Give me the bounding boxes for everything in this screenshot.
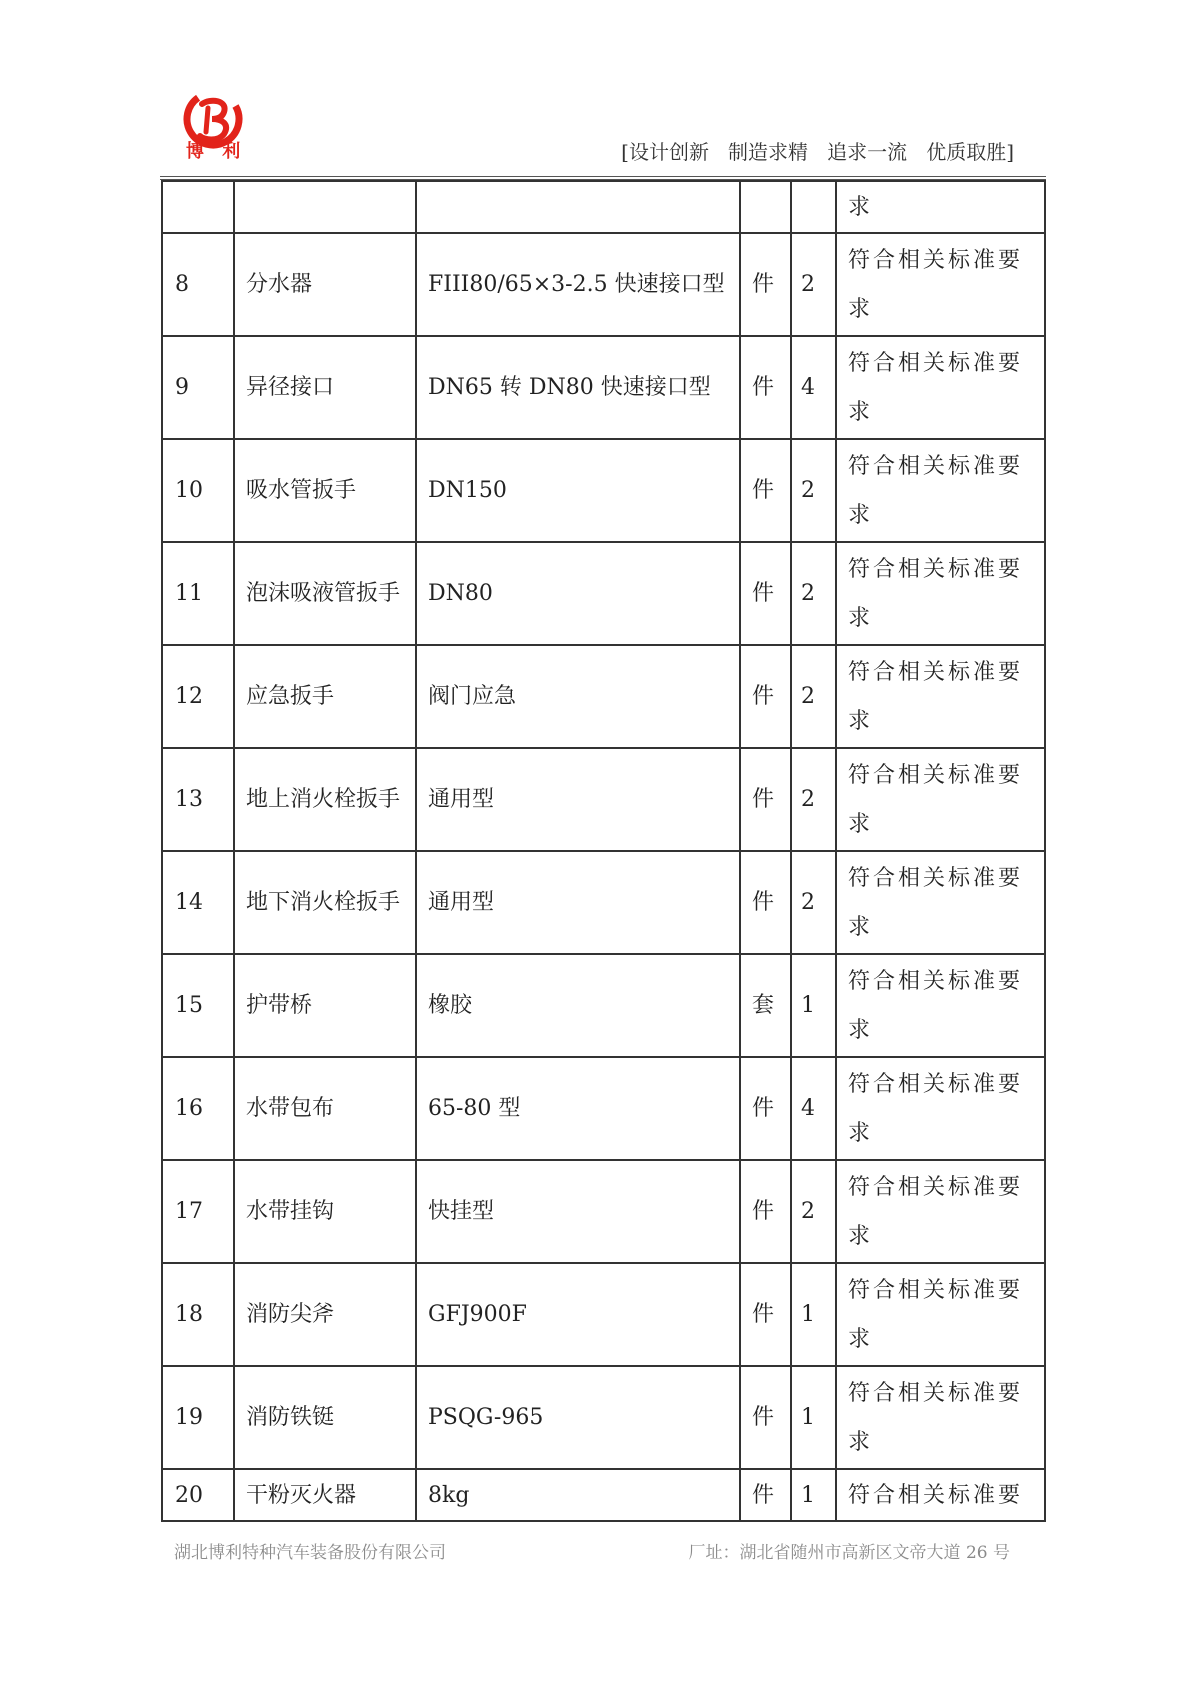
cell-item-standard: 符合相关标准要求 xyxy=(836,542,1045,645)
cell-item-spec: 通用型 xyxy=(416,748,740,851)
cell-item-unit xyxy=(740,181,791,233)
cell-item-unit: 件 xyxy=(740,851,791,954)
cell-item-quantity: 1 xyxy=(791,1263,836,1366)
cell-item-unit: 套 xyxy=(740,954,791,1057)
cell-item-name: 干粉灭火器 xyxy=(234,1469,416,1521)
cell-item-unit: 件 xyxy=(740,233,791,336)
cell-item-number: 19 xyxy=(162,1366,234,1469)
cell-item-quantity: 2 xyxy=(791,542,836,645)
cell-item-name: 水带包布 xyxy=(234,1057,416,1160)
cell-item-spec: DN65 转 DN80 快速接口型 xyxy=(416,336,740,439)
cell-item-spec: GFJ900F xyxy=(416,1263,740,1366)
cell-item-name: 异径接口 xyxy=(234,336,416,439)
cell-item-unit: 件 xyxy=(740,1160,791,1263)
cell-item-unit: 件 xyxy=(740,1366,791,1469)
cell-item-standard: 符合相关标准要求 xyxy=(836,851,1045,954)
cell-item-quantity: 2 xyxy=(791,233,836,336)
cell-item-quantity: 2 xyxy=(791,645,836,748)
footer-company: 湖北博利特种汽车装备股份有限公司 xyxy=(174,1543,446,1563)
cell-item-quantity: 2 xyxy=(791,748,836,851)
cell-item-quantity: 2 xyxy=(791,439,836,542)
cell-item-quantity: 1 xyxy=(791,954,836,1057)
cell-item-unit: 件 xyxy=(740,1263,791,1366)
cell-item-standard: 符合相关标准要求 xyxy=(836,1160,1045,1263)
cell-item-name: 地下消火栓扳手 xyxy=(234,851,416,954)
header-slogan: [设计创新 制造求精 追求一流 优质取胜] xyxy=(621,140,1014,164)
table-row xyxy=(162,181,1045,233)
cell-item-standard: 符合相关标准要求 xyxy=(836,439,1045,542)
cell-item-number: 12 xyxy=(162,645,234,748)
cell-item-spec: DN80 xyxy=(416,542,740,645)
cell-item-unit: 件 xyxy=(740,439,791,542)
cell-item-name: 护带桥 xyxy=(234,954,416,1057)
table-row xyxy=(162,1469,1045,1521)
cell-item-number: 8 xyxy=(162,233,234,336)
table-row xyxy=(162,233,1045,336)
header-divider xyxy=(160,176,1046,177)
cell-item-name: 消防尖斧 xyxy=(234,1263,416,1366)
cell-item-number: 15 xyxy=(162,954,234,1057)
cell-item-quantity: 2 xyxy=(791,851,836,954)
cell-item-number: 9 xyxy=(162,336,234,439)
cell-item-number: 16 xyxy=(162,1057,234,1160)
cell-item-number: 20 xyxy=(162,1469,234,1521)
cell-item-quantity: 4 xyxy=(791,1057,836,1160)
table-row xyxy=(162,748,1045,851)
table-row xyxy=(162,336,1045,439)
cell-item-standard: 符合相关标准要求 xyxy=(836,748,1045,851)
cell-item-number: 13 xyxy=(162,748,234,851)
cell-item-spec: 阀门应急 xyxy=(416,645,740,748)
cell-item-number: 11 xyxy=(162,542,234,645)
table-row xyxy=(162,439,1045,542)
cell-item-standard: 符合相关标准要求 xyxy=(836,954,1045,1057)
cell-item-standard: 符合相关标准要求 xyxy=(836,1057,1045,1160)
cell-item-name: 吸水管扳手 xyxy=(234,439,416,542)
cell-item-name: 应急扳手 xyxy=(234,645,416,748)
cell-item-spec: 快挂型 xyxy=(416,1160,740,1263)
cell-item-standard: 符合相关标准要求 xyxy=(836,336,1045,439)
cell-item-unit: 件 xyxy=(740,748,791,851)
cell-item-standard: 符合相关标准要求 xyxy=(836,233,1045,336)
table-row xyxy=(162,851,1045,954)
cell-item-name: 分水器 xyxy=(234,233,416,336)
cell-item-name: 水带挂钩 xyxy=(234,1160,416,1263)
cell-item-quantity: 4 xyxy=(791,336,836,439)
cell-item-number xyxy=(162,181,234,233)
equipment-table xyxy=(161,180,1046,1522)
cell-item-number: 10 xyxy=(162,439,234,542)
logo-text: 博 利 xyxy=(186,141,247,162)
table-body xyxy=(162,181,1045,1521)
cell-item-standard: 符合相关标准要求 xyxy=(836,1366,1045,1469)
cell-item-standard: 符合相关标准要 xyxy=(836,1469,1045,1521)
cell-item-spec: FIII80/65×3-2.5 快速接口型 xyxy=(416,233,740,336)
table-row xyxy=(162,645,1045,748)
cell-item-standard: 求 xyxy=(836,181,1045,233)
cell-item-spec: 橡胶 xyxy=(416,954,740,1057)
cell-item-standard: 符合相关标准要求 xyxy=(836,645,1045,748)
table-row xyxy=(162,1057,1045,1160)
cell-item-unit: 件 xyxy=(740,1469,791,1521)
table-row xyxy=(162,954,1045,1057)
cell-item-spec: 65-80 型 xyxy=(416,1057,740,1160)
cell-item-name xyxy=(234,181,416,233)
cell-item-quantity: 1 xyxy=(791,1469,836,1521)
cell-item-unit: 件 xyxy=(740,1057,791,1160)
table-row xyxy=(162,1366,1045,1469)
table-row xyxy=(162,1263,1045,1366)
cell-item-name: 泡沫吸液管扳手 xyxy=(234,542,416,645)
cell-item-number: 18 xyxy=(162,1263,234,1366)
cell-item-spec: DN150 xyxy=(416,439,740,542)
cell-item-quantity: 2 xyxy=(791,1160,836,1263)
cell-item-spec: 通用型 xyxy=(416,851,740,954)
cell-item-standard: 符合相关标准要求 xyxy=(836,1263,1045,1366)
cell-item-unit: 件 xyxy=(740,542,791,645)
cell-item-name: 消防铁铤 xyxy=(234,1366,416,1469)
cell-item-name: 地上消火栓扳手 xyxy=(234,748,416,851)
cell-item-number: 14 xyxy=(162,851,234,954)
cell-item-unit: 件 xyxy=(740,645,791,748)
cell-item-unit: 件 xyxy=(740,336,791,439)
cell-item-spec: 8kg xyxy=(416,1469,740,1521)
cell-item-quantity: 1 xyxy=(791,1366,836,1469)
cell-item-spec xyxy=(416,181,740,233)
table-row xyxy=(162,1160,1045,1263)
table-row xyxy=(162,542,1045,645)
cell-item-spec: PSQG-965 xyxy=(416,1366,740,1469)
cell-item-number: 17 xyxy=(162,1160,234,1263)
cell-item-quantity xyxy=(791,181,836,233)
footer-address: 厂址：湖北省随州市高新区文帝大道 26 号 xyxy=(688,1543,1010,1563)
